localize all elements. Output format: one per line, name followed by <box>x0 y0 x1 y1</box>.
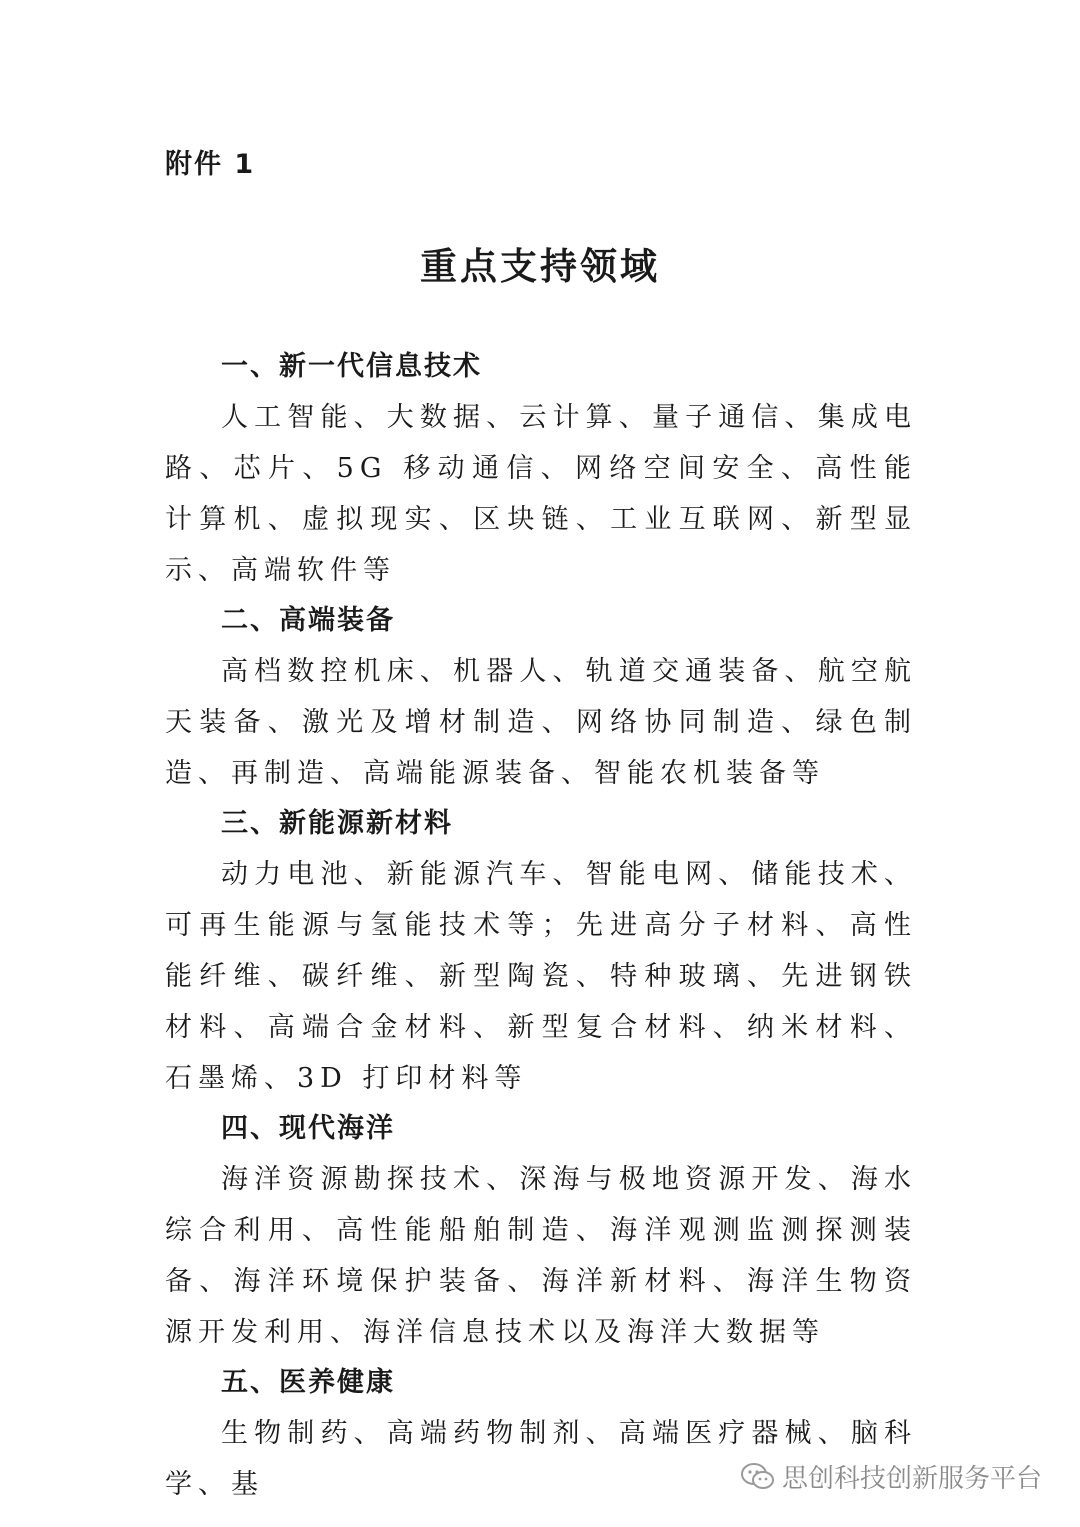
section-body: 动力电池、新能源汽车、智能电网、储能技术、可再生能源与氢能技术等；先进高分子材料、高性能纤维、碳纤维、新型陶瓷、特种玻璃、先进钢铁材料、高端合金材料、新型复合材料、纳米材料、石墨烯、3D 打印材料等 <box>165 859 917 1094</box>
section-heading: 二、高端装备 <box>221 605 395 636</box>
section-1 <box>165 342 917 596</box>
section-body: 海洋资源勘探技术、深海与极地资源开发、海水综合利用、高性能船舶制造、海洋观测监测探测装备、海洋环境保护装备、海洋新材料、海洋生物资源开发利用、海洋信息技术以及海洋大数据等 <box>165 1164 917 1348</box>
section-body: 人工智能、大数据、云计算、量子通信、集成电路、芯片、5G 移动通信、网络空间安全、高性能计算机、虚拟现实、区块链、工业互联网、新型显示、高端软件等 <box>165 402 917 586</box>
section-heading: 三、新能源新材料 <box>221 808 453 839</box>
section-2 <box>165 596 917 799</box>
section-heading: 四、现代海洋 <box>221 1113 395 1144</box>
page-title: 重点支持领域 <box>420 245 660 288</box>
section-body: 高档数控机床、机器人、轨道交通装备、航空航天装备、激光及增材制造、网络协同制造、绿色制造、再制造、高端能源装备、智能农机装备等 <box>165 656 917 789</box>
section-3 <box>165 799 917 1104</box>
watermark-text: 思创科技创新服务平台 <box>781 1464 1042 1494</box>
section-heading: 一、新一代信息技术 <box>221 351 482 382</box>
document-body <box>165 342 917 1510</box>
section-body: 生物制药、高端药物制剂、高端医疗器械、脑科学、基 <box>165 1418 917 1500</box>
watermark <box>740 1458 1042 1495</box>
section-heading: 五、医养健康 <box>221 1367 395 1398</box>
attachment-label: 附件 1 <box>165 149 256 180</box>
wechat-icon <box>740 1462 776 1492</box>
section-4 <box>165 1104 917 1358</box>
